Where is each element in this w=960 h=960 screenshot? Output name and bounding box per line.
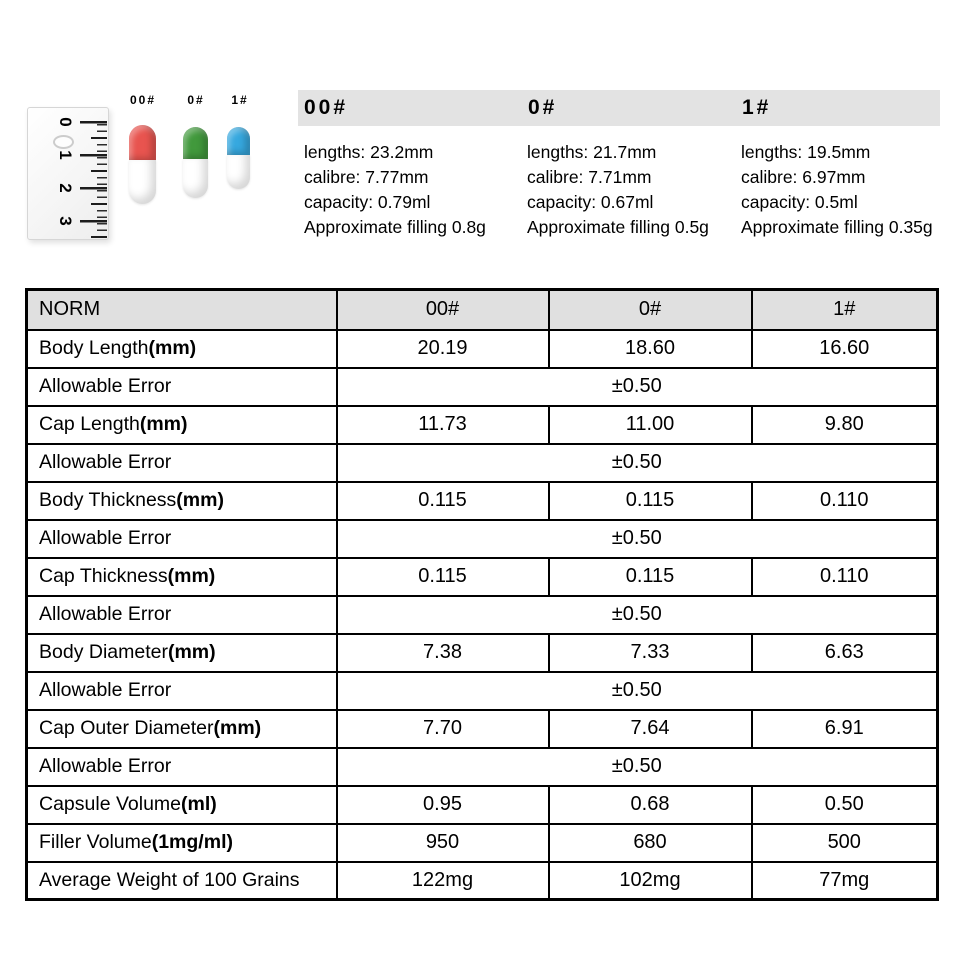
value-cell: 11.00	[549, 406, 752, 444]
table-row-allowable-error	[27, 444, 938, 482]
row-label-cell: Filler Volume(1mg/ml)	[27, 824, 337, 862]
value-cell: 122mg	[337, 862, 549, 900]
row-label-cell: Allowable Error	[27, 672, 337, 710]
value-cell: 680	[549, 824, 752, 862]
row-label-cell: Cap Outer Diameter(mm)	[27, 710, 337, 748]
table-row-filler-volume	[27, 824, 938, 862]
capsule-0-label: 0#	[187, 93, 205, 107]
value-cell: 7.70	[337, 710, 549, 748]
row-label-cell: Allowable Error	[27, 444, 337, 482]
table-row-allowable-error	[27, 520, 938, 558]
size-header-0: 0#	[528, 96, 558, 119]
header-cell-1: 1#	[752, 290, 938, 330]
table-row-body-diameter	[27, 634, 938, 672]
header-cell-0: 0#	[549, 290, 752, 330]
value-cell: 18.60	[549, 330, 752, 368]
capsule-00-body	[129, 160, 156, 204]
value-cell: 950	[337, 824, 549, 862]
row-label-cell: Capsule Volume(ml)	[27, 786, 337, 824]
capsule-1-label: 1#	[231, 93, 249, 107]
ruler-number-0: 0	[56, 117, 75, 127]
value-cell: 7.33	[549, 634, 752, 672]
value-cell: 0.95	[337, 786, 549, 824]
value-cell: 11.73	[337, 406, 549, 444]
row-label-cell: Body Length(mm)	[27, 330, 337, 368]
spec-column-00	[304, 140, 486, 240]
capsule-00-cap	[129, 125, 156, 161]
capsule-0-body	[183, 159, 208, 198]
table-row-capsule-volume	[27, 786, 938, 824]
value-cell: 16.60	[752, 330, 938, 368]
spec-line-lengths: lengths: 19.5mm	[741, 142, 871, 162]
capsule-1-body	[227, 155, 250, 189]
value-cell: 0.115	[549, 482, 752, 520]
header-cell-norm: NORM	[27, 290, 337, 330]
ruler-number-2: 2	[56, 183, 75, 193]
value-cell: 7.38	[337, 634, 549, 672]
merged-value-cell: ±0.50	[337, 672, 938, 710]
capsule-00-label: 00#	[129, 93, 157, 107]
value-cell: 0.115	[337, 558, 549, 596]
spec-column-1	[741, 140, 933, 240]
value-cell: 102mg	[549, 862, 752, 900]
row-label-cell: Allowable Error	[27, 748, 337, 786]
value-cell: 0.110	[752, 482, 938, 520]
spec-line-filling: Approximate filling 0.35g	[741, 217, 933, 237]
table-header-row	[27, 290, 938, 330]
value-cell: 77mg	[752, 862, 938, 900]
value-cell: 0.68	[549, 786, 752, 824]
table-row-cap-thickness	[27, 558, 938, 596]
ruler-number-1: 1	[56, 150, 75, 160]
table-row-cap-length	[27, 406, 938, 444]
value-cell: 9.80	[752, 406, 938, 444]
value-cell: 0.115	[337, 482, 549, 520]
merged-value-cell: ±0.50	[337, 596, 938, 634]
value-cell: 0.115	[549, 558, 752, 596]
merged-value-cell: ±0.50	[337, 748, 938, 786]
header-cell-00: 00#	[337, 290, 549, 330]
spec-line-lengths: lengths: 23.2mm	[304, 142, 434, 162]
spec-line-filling: Approximate filling 0.5g	[527, 217, 709, 237]
table-row-allowable-error	[27, 368, 938, 406]
table-row-allowable-error	[27, 596, 938, 634]
size-header-band	[298, 90, 940, 126]
merged-value-cell: ±0.50	[337, 368, 938, 406]
row-label-cell: Cap Thickness(mm)	[27, 558, 337, 596]
spec-column-0	[527, 140, 709, 240]
spec-line-capacity: capacity: 0.67ml	[527, 192, 654, 212]
capsule-0-graphic	[183, 127, 208, 197]
spec-line-calibre: calibre: 7.77mm	[304, 167, 429, 187]
row-label-cell: Cap Length(mm)	[27, 406, 337, 444]
table-row-allowable-error	[27, 672, 938, 710]
row-label-cell: Average Weight of 100 Grains	[27, 862, 337, 900]
spec-line-lengths: lengths: 21.7mm	[527, 142, 657, 162]
row-label-cell: Allowable Error	[27, 368, 337, 406]
spec-line-calibre: calibre: 7.71mm	[527, 167, 652, 187]
merged-value-cell: ±0.50	[337, 520, 938, 558]
value-cell: 6.91	[752, 710, 938, 748]
table-row-allowable-error	[27, 748, 938, 786]
spec-line-capacity: capacity: 0.79ml	[304, 192, 431, 212]
ruler-ticks-cm	[80, 121, 107, 224]
capsule-1-cap	[227, 127, 250, 155]
table-row-body-thickness	[27, 482, 938, 520]
norm-spec-table	[25, 288, 939, 901]
table-row-cap-outer-diameter	[27, 710, 938, 748]
size-header-1: 1#	[742, 96, 772, 119]
capsule-0-cap	[183, 127, 208, 159]
product-hero	[0, 0, 960, 270]
spec-line-filling: Approximate filling 0.8g	[304, 217, 486, 237]
table-row-body-length	[27, 330, 938, 368]
merged-value-cell: ±0.50	[337, 444, 938, 482]
ruler-number-3: 3	[56, 216, 75, 226]
value-cell: 6.63	[752, 634, 938, 672]
row-label-cell: Body Thickness(mm)	[27, 482, 337, 520]
spec-line-capacity: capacity: 0.5ml	[741, 192, 858, 212]
value-cell: 0.110	[752, 558, 938, 596]
spec-line-calibre: calibre: 6.97mm	[741, 167, 866, 187]
row-label-cell: Allowable Error	[27, 520, 337, 558]
size-header-00: 00#	[304, 96, 349, 119]
table-row-average-weight	[27, 862, 938, 900]
value-cell: 20.19	[337, 330, 549, 368]
value-cell: 0.50	[752, 786, 938, 824]
value-cell: 7.64	[549, 710, 752, 748]
value-cell: 500	[752, 824, 938, 862]
capsule-1-graphic	[227, 127, 250, 188]
row-label-cell: Body Diameter(mm)	[27, 634, 337, 672]
capsule-00-graphic	[129, 125, 156, 203]
ruler-graphic	[27, 107, 109, 240]
row-label-cell: Allowable Error	[27, 596, 337, 634]
